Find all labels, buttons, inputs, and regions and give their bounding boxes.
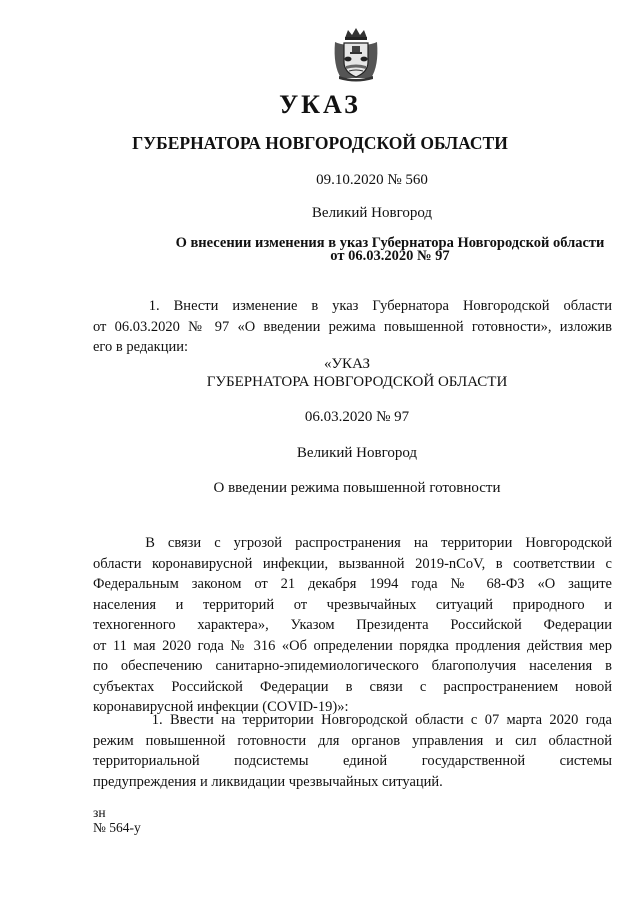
preamble-line: от 11 мая 2020 года № 316 «Об определении порядка продления действия мер xyxy=(93,637,612,654)
item-1-line: предупреждения и ликвидации чрезвычайных ситуаций. xyxy=(93,773,443,790)
preamble-line: по обеспечению санитарно-эпидемиологического благополучия населения в xyxy=(93,658,612,674)
document-title: УКАЗ xyxy=(279,90,361,119)
document-subject-line: от 06.03.2020 № 97 xyxy=(330,248,450,264)
footer-registration-number: № 564-у xyxy=(93,820,141,835)
quoted-title: «УКАЗ xyxy=(323,356,371,372)
item-1-line: режим повышенной готовности для органов управления и сил областной xyxy=(93,732,612,749)
item-1-paragraph xyxy=(93,710,612,792)
preamble-line: коронавирусной инфекции (COVID-19)»: xyxy=(93,699,349,715)
document-issuer: ГУБЕРНАТОРА НОВГОРОДСКОЙ ОБЛАСТИ xyxy=(132,133,508,153)
preamble-line: В связи с угрозой распространения на территории Новгородской xyxy=(93,535,612,551)
intro-paragraph xyxy=(93,296,612,358)
quoted-date-number: 06.03.2020 № 97 xyxy=(304,409,410,425)
intro-line: от 06.03.2020 № 97 «О введении режима повышенной готовности», изложив xyxy=(93,318,612,335)
footer-initials: зн xyxy=(93,805,106,820)
intro-line: 1. Внести изменение в указ Губернатора Новгородской области xyxy=(93,298,612,314)
document-footer xyxy=(93,805,141,835)
preamble-line: области коронавирусной инфекции, вызванной 2019-nCoV, в соответствии с xyxy=(93,555,612,572)
preamble-paragraph xyxy=(93,533,612,718)
document-city: Великий Новгород xyxy=(311,205,433,221)
novgorod-coat-of-arms-icon xyxy=(331,26,381,82)
preamble-line: населения и территорий от чрезвычайных ситуаций природного и xyxy=(93,596,612,613)
intro-line: его в редакции: xyxy=(93,339,189,355)
item-1-line: территориальной подсистемы единой государственной системы xyxy=(93,753,612,769)
quoted-city: Великий Новгород xyxy=(296,445,418,461)
quoted-issuer: ГУБЕРНАТОРА НОВГОРОДСКОЙ ОБЛАСТИ xyxy=(206,374,508,390)
document-subject xyxy=(70,237,640,263)
document-date-number: 09.10.2020 № 560 xyxy=(316,172,428,188)
quoted-subject: О введении режима повышенной готовности xyxy=(213,480,501,496)
item-1-line: 1. Ввести на территории Новгородской области с 07 марта 2020 года xyxy=(93,712,612,728)
document-subject-line: О внесении изменения в указ Губернатора Новгородской области xyxy=(175,235,605,251)
preamble-line: Федеральным законом от 21 декабря 1994 года № 68-ФЗ «О защите xyxy=(93,576,612,592)
preamble-line: субъектах Российской Федерации в связи с распространением новой xyxy=(93,678,612,695)
preamble-line: техногенного характера», Указом Президента Российской Федерации xyxy=(93,617,612,633)
